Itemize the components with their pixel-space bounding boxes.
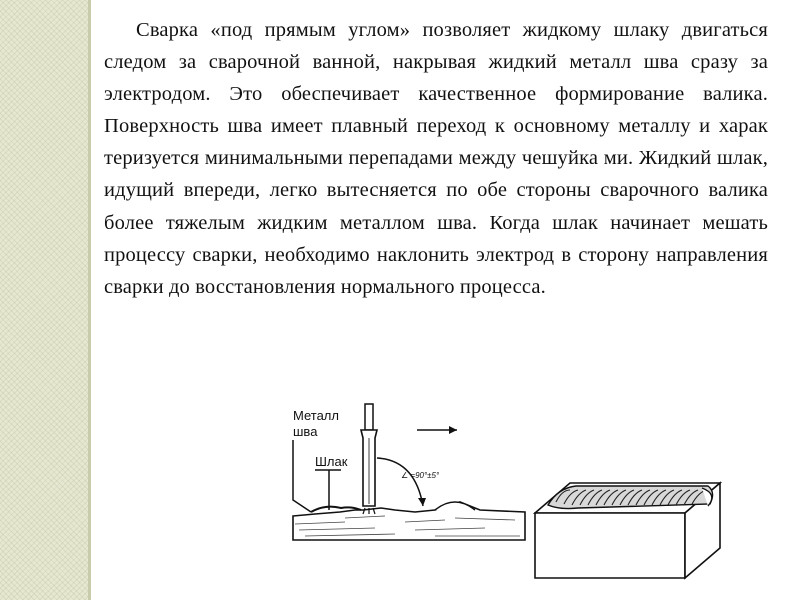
electrode-holder <box>365 404 373 430</box>
label-slag: Шлак <box>315 454 348 469</box>
plate-front-face <box>535 513 685 578</box>
welding-diagram <box>285 398 530 588</box>
body-text: Сварка «под прямым углом» позволяет жидкому шлаку двигаться следом за сварочной ванной, накрывая жидкий металл шва сразу за электродом. Это обеспечивает качественное формирование валика. Поверхность шва имеет плавный переход к основному металлу и харак теризуется минимальными перепадами между чешуйка ми. Жидкий шлак, идущий впереди, легко вытесняется по обе стороны сварочного валика более тяжелым жидким металлом шва. Когда шлак начинает мешать процессу сварки, необходимо наклонить электрод в сторону направления сварки до восстановления нормального процесса. <box>104 19 768 298</box>
angle-arc <box>377 458 423 506</box>
weld-bead-diagram <box>530 448 725 588</box>
label-metal: Металл <box>293 408 339 423</box>
direction-arrow-head <box>449 426 457 434</box>
side-strip-edge <box>88 0 91 600</box>
label-seam: шва <box>293 424 318 439</box>
weld-bead <box>435 502 475 510</box>
angle-arc-arrowhead <box>418 498 426 506</box>
metal-leader-line <box>293 440 311 512</box>
bead-body <box>548 486 713 509</box>
decorative-side-strip <box>0 0 91 600</box>
angle-label: ∠ =90°±5° <box>401 471 440 480</box>
